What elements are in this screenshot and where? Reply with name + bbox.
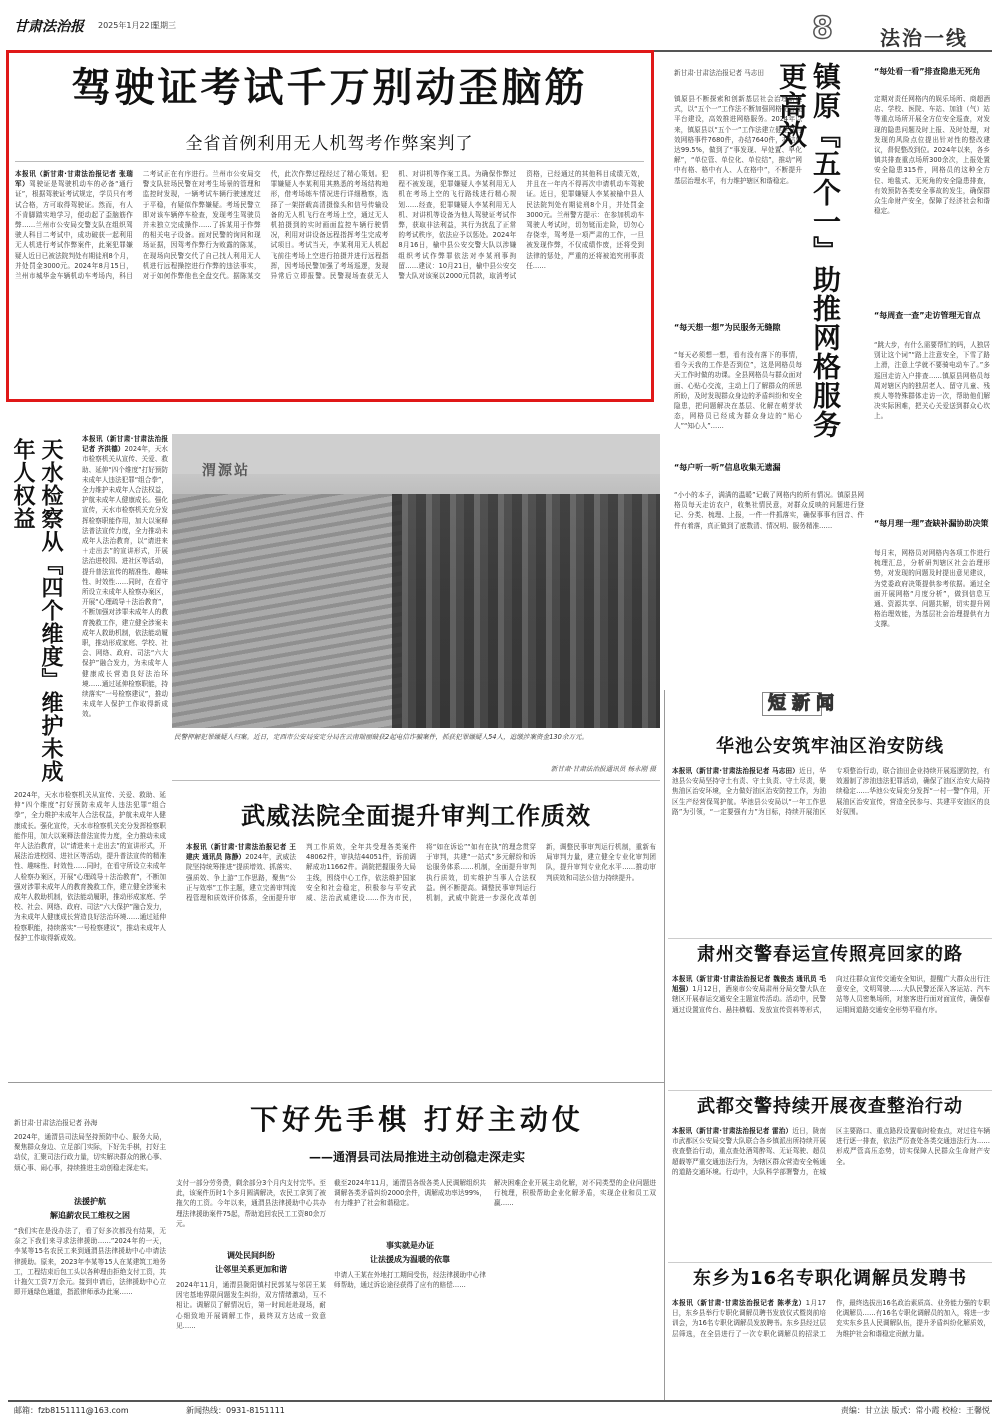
right-s4-body: “跳大步，有什么需要帮忙的吗，人独居别让这个词”“路上注意安全，下雪了路上滑，注意上学就不要骑电动车了。”多巡回走访入户排查……镇原县网格员每周对辖区内的独居老人、留守儿童、残疾人等特殊群体走访一次，帮助他们解决实际困难，把关心关爱送到群众心坎上。 (874, 341, 990, 421)
tongwei-h1: 法援护航 (74, 1197, 106, 1206)
dongxiang-title: 东乡为16名专职化调解员发聘书 (692, 1268, 968, 1289)
news-photo (172, 434, 660, 728)
footer-email: 邮箱：fzb8151111@163.com (14, 1406, 129, 1415)
brief-news-label (762, 690, 882, 720)
zhenyuan-s1-body: “每天必须想一想，看有没有落下的事情，看今天我的工作是否到位”，这是网格员每天工作时做的功课。全县网格员与群众面对面、心贴心交流，主动上门了解群众的所思所盼，及时发现群众身边的矛盾纠纷和安全隐患，把问题解决在基层、化解在萌芽状态，网格员已经成为群众身边的“贴心人”“知心人”…… (674, 351, 802, 431)
tongwei-c3: 2024年11月，通渭县陇阳镇村民郭某与邻居王某因宅基地界限问题发生纠纷，双方情绪激动，互不相让。调解员了解情况后，第一时间赶赴现场，耐心细致地开展调解工作，最终双方达成一致意见…… (176, 1281, 326, 1330)
masthead (0, 0, 1000, 48)
dongxiang-body (672, 1298, 990, 1396)
wudu-byline: 本报讯（新甘肃·甘肃法治报记者 雷治） (672, 1127, 793, 1135)
lead-body (15, 169, 644, 397)
issue-date: 2025年1月22日 (98, 21, 158, 30)
lead-subtitle: 全省首例利用无人机驾考作弊案判了 (185, 134, 474, 154)
tongwei-h4: 让邻里关系更加和谐 (215, 1265, 287, 1274)
tongwei-h6: 让法援成为温暖的依靠 (370, 1255, 450, 1264)
footer-editors: 责编：甘立法 版式：常小霞 校检：王馨悦 (840, 1406, 990, 1415)
right-s3-body: 定期对责任网格内的娱乐场所、商超酒店、学校、医院、车站、加油（气）站等重点场所开展全方位安全巡查，对发现的隐患问题及时上报、及时处理，对发现的风险点位提出针对性的整改建议，督促整改到位。2024年以来，各乡镇共排查重点场所300余次，上报处置安全隐患315件，网格员的这种全方位、地毯式、无死角的安全隐患排查，有效预防各类安全事故的发生，确保群众生命财产安全，保障了经济社会和谐稳定。 (874, 95, 990, 216)
right-s3-title: “每处看一看”排查隐患无死角 (874, 67, 981, 76)
tongwei-subtitle: ——通渭县司法局推进主动创稳走深走实 (308, 1150, 525, 1164)
paper-name: 甘肃法治报 (14, 19, 84, 35)
section-name: 法治一线 (880, 26, 968, 50)
station-sign: 渭源站 (202, 463, 250, 479)
tianshui-byline: 本报讯（新甘肃·甘肃法治报记者 齐洪德） (82, 435, 168, 454)
tongwei-h2: 解追薪农民工维权之困 (50, 1211, 130, 1220)
zhenyuan-title: 镇原『五个一』助推网格服务更高效 (775, 62, 842, 439)
tongwei-c6: 解决困难企业开展主动化解，对不同类型的企业问题进行梳理，积极帮助企业化解矛盾，实现企业和员工双赢…… (494, 1179, 656, 1208)
huachi-text: 近日，华池县公安局坚持守土有责、守土负责、守土尽责，聚焦油区治安环境，全力做好油区治安防控工作，为油区生产经营保驾护航。华池县公安局以“一年工作思路”为引领，“一定要强有力”为目标，持续开展油区专项整治行动，联合油田企业持续开展巡逻防控，有效遏制了涉油违法犯罪活动，确保了油区治安大局持续稳定……华池公安局充分发挥“一村一警”作用，开展油区治安宣传，营造全民参与、共建平安油区的良好氛围。 (672, 767, 990, 816)
zhenyuan-byline: 新甘肃·甘肃法治报记者 马志田 (674, 69, 764, 77)
zhenyuan-continued (870, 58, 992, 698)
stairs (172, 494, 402, 728)
dongxiang-byline: 本报讯（新甘肃·甘肃法治报记者 陈孝龙） (672, 1299, 806, 1307)
lead-byline: 本报讯（新甘肃·甘肃法治报记者 张瑞军） (15, 170, 133, 189)
lead-text: 驾驶证是驾驶机动车的必备“通行证”，根据驾驶证考试规定，学员只有考试合格，方可取得驾驶证。然而，有人不肯脚踏实地学习，便动起了歪脑筋作弊……兰州市公安局交警支队在组织驾驶人科目二考试中，成功破获一起利用无人机进行考试作弊案件，此案犯罪嫌疑人近日已被法院判处有期徒刑8个月，并处罚金3000元。2024年8月15日，兰州市城华金车辆机动车考场内，科目二考试正在有序进行。兰州市公安局交警支队驻场民警在对考生场景的管理和监控时发现，一辆考试车辆行驶速度过于平稳，有疑似作弊嫌疑。考场民警立即对该车辆停车检查，发现考生驾驶员并未独立完成操作……了拆某用于作弊的相关电子设备。面对民警的询问和现场证据，因驾考作弊行为败露的陈某，在现场向民警交代了自己找人利用无人机进行远程操控进行作弊的违法事实，对于如何作弊他也全盘交代。据陈某交代，此次作弊过程经过了精心策划。犯罪嫌疑人李某利用其熟悉的考场结构地形，借考场练车情况进行详细勘察，选择了一架搭载高清摄像头和信号传输设备的无人机飞行在考场上空，通过无人机拍摄到的实时画面监控车辆行驶情况，利用对讲设备远程指挥考生完成考试项目。考试当天，李某利用无人机起飞前往考场上空进行拍摄并进行远程指挥，因考场民警加强了考场巡逻，发现异常后立即报警。民警现场查获无人机、对讲机等作案工具。为确保作弊过程不被发现，犯罪嫌疑人李某利用无人机在考场上空的飞行路线进行精心规划……经查，犯罪嫌疑人李某利用无人机、对讲机等设备为他人驾驶证考试作弊，获取非法利益，其行为扰乱了正常的考试秩序，依法应予以惩处。2024年8月16日，榆中县公安交警大队以涉嫌组织考试作弊罪依法对李某刑事拘留……建议：10月21日，榆中县公安交警大队对该案以2000元罚款，取消考试资格，已经通过的其他科目成绩无效，并且在一年内不得再次申请机动车驾驶证。近日，犯罪嫌疑人李某被榆中县人民法院判处有期徒刑8个月，并处罚金3000元。兰州警方提示：在参加机动车驾驶人考试时，切勿铤而走险，切勿心存侥幸，驾考是一项严肃的工作，一旦被发现作弊，不仅成绩作废，还将受到法律的惩处，严重的还将被追究刑事责任…… (15, 170, 644, 281)
lead-story (6, 50, 654, 402)
suzhou-byline: 本报讯（新甘肃·甘肃法治报记者 魏俊杰 通讯员 毛旭强） (672, 975, 826, 994)
zhenyuan-s2-title: “每户听一听”信息收集无遗漏 (674, 463, 781, 472)
tongwei-byline: 新甘肃·甘肃法治报记者 孙海 (14, 1119, 98, 1127)
wuwei-byline: 本报讯（新甘肃·甘肃法治报记者 王建庆 通讯员 陈静） (186, 843, 296, 862)
wuwei-title: 武威法院全面提升审判工作质效 (241, 802, 591, 830)
tongwei-intro: 2024年，通渭县司法局坚持预防中心、服务大局，聚焦群众身边、立足部门实际，下好先手棋，打好主动仗，汇聚司法行政力量，切实解决群众的揪心事、烦心事、闹心事，持续推进主动创稳走深走实。 (14, 1133, 166, 1172)
suzhou-title: 肃州交警春运宣传照亮回家的路 (697, 944, 963, 965)
huachi-byline: 本报讯（新甘肃·甘肃法治报记者 马志田） (672, 767, 800, 775)
dongxiang-text: 1月17日，东乡县举行专职化调解员聘书发放仪式暨岗前培训会，为16名专职化调解员发放聘书。东乡县经过层层筛选，在全县进行了一次专职化调解员的招录工作，最终选拔出16名政治素质高、业务能力强的专职化调解员……有16名专职化调解员的加入，将进一步充实东乡县人民调解队伍，提升矛盾纠纷化解质效，为维护社会和谐稳定贡献力量。 (672, 1299, 990, 1338)
right-s4-title: “每周查一查”走访管理无盲点 (874, 311, 981, 320)
suzhou-text: 1月12日，酒泉市公安局肃州分局交警大队在辖区开展春运交通安全主题宣传活动。活动中，民警通过设置宣传台、悬挂横幅、发放宣传资料等形式，向过往群众宣传交通安全知识，提醒广大群众出行注意安全，文明驾驶……大队民警还深入客运站、汽车站等人员密集场所，对旅客进行面对面宣传，确保春运期间道路交通安全形势平稳有序。 (672, 975, 990, 1014)
suzhou-body (672, 974, 990, 1086)
wudu-title: 武都交警持续开展夜查整治行动 (697, 1096, 963, 1117)
issue-weekday: 星期三 (152, 21, 176, 30)
tongwei-c5: 申请人王某在外地打工期间受伤，经法律援助中心律师帮助，通过诉讼途径获得了应有的赔偿…… (334, 1271, 486, 1290)
zhenyuan-story (660, 58, 870, 708)
tianshui-body: 2024年，天水市检察机关从宣传、关爱、救助、延伸“四个维度”打好预防未成年人违法犯罪“组合拳”，全力维护未成年人合法权益，护航未成年人健康成长。强化宣传，天水市检察机关充分发挥检察职能作用，加大以案释法普法宣传力度，全力推动未成年人法治教育，以“请进来＋走出去”的宣讲形式，开展法治进校园、进社区等活动，提升普法宣传的精准性、趣味性、时效性……同时，在看守所设立未成年人检察办案区，开展“心理疏导＋法治教育”，不断加强对涉罪未成年人的教育挽救工作，建立健全涉案未成年人救助机制，依法能动履职，推动形成家庭、学校、社会、网络、政府、司法“六大保护”融合发力，为未成年人健康成长营造良好法治环境……通过延伸检察职能，持续落实“一号检察建议”，推动未成年人保护工作取得新成效。 (82, 445, 168, 719)
huachi-body (672, 766, 990, 932)
lead-title: 驾驶证考试千万别动歪脑筋 (71, 65, 588, 111)
tianshui-body-continued: 2024年，天水市检察机关从宣传、关爱、救助、延伸“四个维度”打好预防未成年人违法犯罪“组合拳”，全力维护未成年人合法权益，护航未成年人健康成长。强化宣传，天水市检察机关充分发挥检察职能作用，加大以案释法普法宣传力度，全力推动未成年人法治教育，以“请进来＋走出去”的宣讲形式，开展法治进校园、进社区等活动，提升普法宣传的精准性、趣味性、时效性……同时，在看守所设立未成年人检察办案区，开展“心理疏导＋法治教育”，不断加强对涉罪未成年人的教育挽救工作，建立健全涉案未成年人救助机制，依法能动履职，推动形成家庭、学校、社会、网络、政府、司法“六大保护”融合发力，为未成年人健康成长营造良好法治环境……通过延伸检察职能，持续落实“一号检察建议”，推动未成年人保护工作取得新成效。 (14, 791, 166, 942)
right-s5-title: “每月理一理”查缺补漏协助决策 (874, 519, 989, 528)
zhenyuan-intro: 镇原县不断探索和创新基层社会治理新模式，以“五个一”工作法不断加强网格化管理平台建设，高效推进网格服务。2024年以来，镇原县以“五个一”工作法建立健全县有效网格事件7680件，办结7640件，办结率达99.5%，做到了“事发现、早处置、早化解”，“单位管、单位化、单位结”，推动“网中有格、格中有人、人在格中”，不断提升基层治理水平，有力维护辖区和谐稳定。 (674, 95, 802, 185)
zhenyuan-s2-body: “小小的本子，满满的温暖”记载了网格内的所有情况。镇原县网格员每天走访农户，收集社情民意，对群众反映的问题进行登记、分类、梳理、上报，一件一件抓落实，确保事事有回音、件件有着落，真正做到了底数清、情况明、服务精准…… (674, 491, 864, 530)
page-number: 8 (812, 11, 833, 46)
tianshui-title: 天水检察从『四个维度』维护未成年人权益 (10, 438, 63, 783)
wuwei-text: 2024年，武威法院坚持统筹推进“提质增效、抓落实、强质效、争上游”工作思路，聚焦“公正与效率”工作主题，建立完善审判流程管理和质效评价体系，全面提升审判工作质效，全年共受理各类案件48062件，审执结44051件，诉前调解成功11662件。满院把握服务大局主线，围绕中心工作，依法维护国家安全和社会稳定，积极参与平安武威、法治武威建设……作为市民，将“如在诉讼”“如有在执”的理念贯穿于审判，共建“一站式”多元解纷和诉讼服务体系……机制，全面提升审判执行质效，切实维护当事人合法权益。例不断提高。调整民事审判运行机制，武威中院进一步深化改革创新，调整民事审判运行机制，重新布局审判力量，建立健全专业化审判团队，提升审判专业化水平……推动审判质效和司法公信力持续提升。 (186, 843, 656, 903)
tongwei-c1: “我们实在是没办法了，看了好多次都没有结果，无奈之下我们来寻求法律援助……”2024年的一天，李某等15名农民工来到通渭县法律援助中心申请法律援助。原来，2023年李某等15人在某建筑工地务工，工程结束后包工头以各种理由拒绝支付工资，共计拖欠工资7万余元。接到申请后，法律援助中心立即开通绿色通道，指派律师承办此案…… (14, 1227, 166, 1297)
wudu-text: 近日，陇南市武都区公安局交警大队联合各乡镇派出所持续开展夜查整治行动，重点查处酒驾醉驾、无证驾驶、超员超载等严重交通违法行为，为辖区群众营造安全畅通的道路交通环境。行动中，大队科学部署警力，在城区主要路口、重点路段设置临时检查点，对过往车辆进行逐一排查，依法严厉查处各类交通违法行为……形成严管高压态势，切实保障人民群众生命财产安全。 (672, 1127, 990, 1176)
photo-caption: 民警押解犯罪嫌疑人归案。近日，定西市公安局安定分局在云南瑞丽破获2起电信诈骗案件，抓获犯罪嫌疑人54人，追缴涉案资金130余万元。 (174, 733, 589, 741)
tongwei-c2: 支付一部分劳务费，剩余部分3个月内支付完毕。至此，该案件历时1个多月圆满解决，农民工拿到了被拖欠的工资。今年以来，通渭县法律援助中心共办理法律援助案件75起，帮助追回农民工工资80余万元。 (176, 1179, 326, 1228)
tongwei-h3: 调处民间纠纷 (227, 1251, 275, 1260)
tongwei-h5: 事实就是办证 (386, 1241, 434, 1250)
wuwei-body (186, 842, 656, 1076)
officers-group (392, 494, 660, 728)
tongwei-title: 下好先手棋 打好主动仗 (250, 1103, 584, 1136)
brief-label: 短新闻 (768, 693, 840, 714)
huachi-title: 华池公安筑牢油区治安防线 (716, 736, 944, 757)
right-s5-body: 每月末，网格员对网格内各项工作进行梳理汇总，分析研判辖区社会治理形势，对发现的问题及时提出意见建议，为党委政府决策提供参考依据。通过全面开展网格“月度分析”，做到信息互通、资源共享、问题共解，切实提升网格治理效能，为基层社会治理提供有力支撑。 (874, 549, 990, 629)
footer-hotline: 新闻热线：0931-8151111 (186, 1406, 285, 1415)
wudu-body (672, 1126, 990, 1256)
tongwei-c4: 截至2024年11月，通渭县各级各类人民调解组织共调解各类矛盾纠纷2000余件，调解成功率达99%，有力维护了社会和谐稳定。 (334, 1179, 486, 1208)
photo-credit: 新甘肃·甘肃法治报通讯员 杨永刚 摄 (550, 765, 656, 773)
zhenyuan-s1-title: “每天想一想”为民服务无缝隙 (674, 323, 781, 332)
